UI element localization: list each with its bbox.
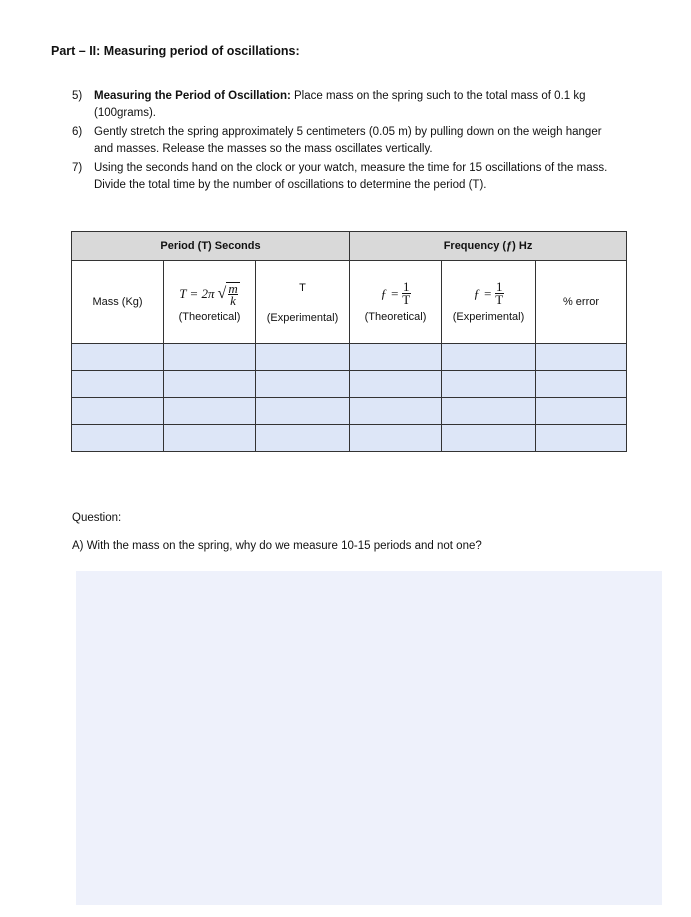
period-theoretical-input-cell[interactable] xyxy=(164,398,256,425)
formula-numerator: 1 xyxy=(403,279,410,294)
formula-lhs: ƒ = xyxy=(380,285,400,301)
frequency-experimental-input-cell[interactable] xyxy=(442,425,536,452)
step-number: 6) xyxy=(72,126,83,138)
formula-numerator: m xyxy=(228,280,238,296)
period-formula xyxy=(179,282,239,306)
period-header: Period (T) Seconds xyxy=(72,232,350,261)
step-number: 5) xyxy=(72,90,83,102)
instruction-steps xyxy=(72,88,617,196)
formula-numerator: 1 xyxy=(496,279,503,294)
period-theoretical-header xyxy=(164,261,256,344)
frequency-experimental-header xyxy=(442,261,536,344)
frequency-theoretical-input-cell[interactable] xyxy=(350,398,442,425)
period-experimental-input-cell[interactable] xyxy=(256,425,350,452)
error-input-cell[interactable] xyxy=(536,398,627,425)
measurement-table xyxy=(71,231,627,452)
period-experimental-input-cell[interactable] xyxy=(256,371,350,398)
mass-input-cell[interactable] xyxy=(72,425,164,452)
frequency-header: Frequency (ƒ) Hz xyxy=(350,232,627,261)
step-text: Using the seconds hand on the clock or your watch, measure the time for 15 oscillations of the mass. Divide the total time by the number of oscillations to determine the period (T). xyxy=(94,162,608,191)
mass-input-cell[interactable] xyxy=(72,371,164,398)
frequency-formula xyxy=(380,281,410,306)
frequency-theoretical-input-cell[interactable] xyxy=(350,371,442,398)
question-text: A) With the mass on the spring, why do we measure 10-15 periods and not one? xyxy=(72,540,482,552)
step-heading: Measuring the Period of Oscillation: xyxy=(94,90,291,102)
mass-column-header: Mass (Kg) xyxy=(72,261,164,344)
frequency-experimental-input-cell[interactable] xyxy=(442,371,536,398)
frequency-theoretical-input-cell[interactable] xyxy=(350,344,442,371)
frequency-theoretical-header xyxy=(350,261,442,344)
step-7 xyxy=(72,160,617,194)
part-title: Part – II: Measuring period of oscillations: xyxy=(51,44,300,58)
sqrt-icon: √ $\frac{m}{k}$ xyxy=(217,280,238,308)
error-input-cell[interactable] xyxy=(536,344,627,371)
frequency-experimental-label: (Experimental) xyxy=(452,311,525,323)
formula-lhs: ƒ = xyxy=(473,285,493,301)
frequency-experimental-input-cell[interactable] xyxy=(442,398,536,425)
formula-lhs: T = 2π xyxy=(179,285,215,301)
period-symbol: T xyxy=(299,282,306,294)
period-theoretical-input-cell[interactable] xyxy=(164,344,256,371)
frequency-theoretical-label: (Theoretical) xyxy=(364,311,427,323)
formula-denominator: k xyxy=(230,292,236,308)
step-5 xyxy=(72,88,617,122)
error-column-header: % error xyxy=(536,261,627,344)
period-experimental-input-cell[interactable] xyxy=(256,344,350,371)
table-row xyxy=(72,344,627,371)
table-row xyxy=(72,398,627,425)
step-text: Place mass on the spring such to the total mass of 0.1 kg (100grams). xyxy=(94,90,586,119)
step-6 xyxy=(72,124,617,158)
frequency-formula xyxy=(473,281,503,306)
step-number: 7) xyxy=(72,162,83,174)
period-theoretical-label: (Theoretical) xyxy=(178,310,241,323)
formula-denominator: T xyxy=(402,292,411,307)
frequency-theoretical-input-cell[interactable] xyxy=(350,425,442,452)
formula-denominator: T xyxy=(495,292,504,307)
question-label: Question: xyxy=(72,512,122,524)
period-experimental-label: (Experimental) xyxy=(266,312,339,324)
period-experimental-header xyxy=(256,261,350,344)
period-experimental-input-cell[interactable] xyxy=(256,398,350,425)
period-theoretical-input-cell[interactable] xyxy=(164,371,256,398)
period-theoretical-input-cell[interactable] xyxy=(164,425,256,452)
mass-input-cell[interactable] xyxy=(72,344,164,371)
step-text: Gently stretch the spring approximately 5 centimeters (0.05 m) by pulling down on the weigh hanger and masses. Release the masses so the mass oscillates vertically. xyxy=(94,126,602,155)
mass-input-cell[interactable] xyxy=(72,398,164,425)
table-row xyxy=(72,371,627,398)
table-row xyxy=(72,425,627,452)
frequency-experimental-input-cell[interactable] xyxy=(442,344,536,371)
answer-field[interactable] xyxy=(76,571,662,905)
error-input-cell[interactable] xyxy=(536,371,627,398)
error-input-cell[interactable] xyxy=(536,425,627,452)
